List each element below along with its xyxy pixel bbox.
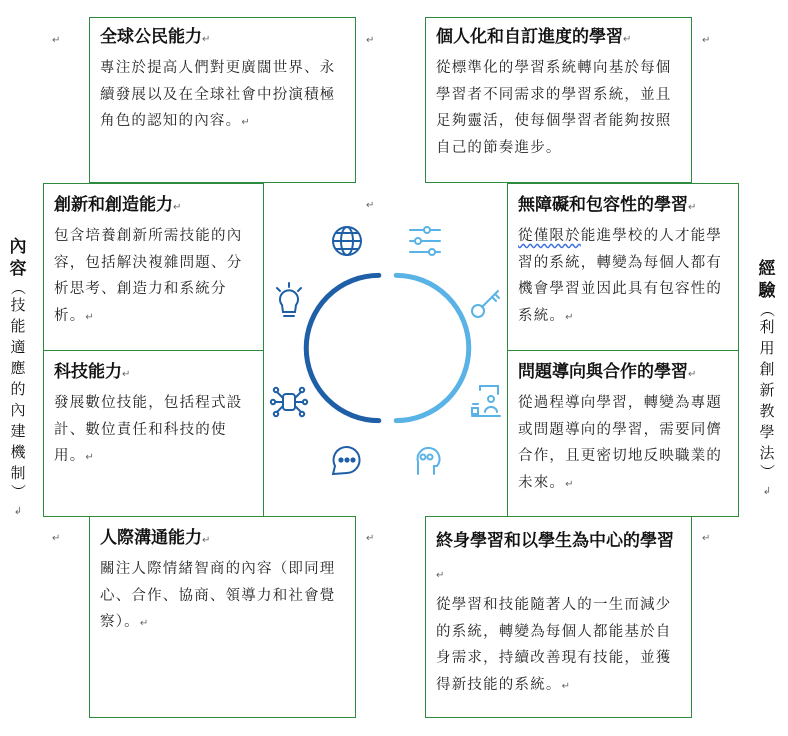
chat-icon [333, 447, 360, 474]
side-label-content [7, 236, 29, 522]
lightbulb-icon [277, 283, 301, 316]
paragraph-mark: ↵ [52, 35, 61, 46]
key-icon [472, 291, 499, 317]
box-title: 人際溝通能力↵ [100, 528, 211, 548]
paragraph-mark: ↵ [702, 35, 711, 46]
circuit-icon [271, 388, 307, 416]
sliders-icon [410, 227, 440, 255]
box-title: 創新和創造能力↵ [54, 195, 182, 215]
box-technology [43, 350, 264, 517]
box-body: 從標準化的學習系統轉向基於每個學習者不同需求的學習系統，並且足夠靈活，使每個學習者能夠按照自己的節奏進步。 [436, 60, 672, 156]
paragraph-mark: ↵ [366, 533, 375, 544]
box-interpersonal [89, 516, 356, 718]
side-title: 內容 [9, 237, 27, 279]
paragraph-mark: ↵ [366, 35, 375, 46]
box-body: 發展數位技能，包括程式設計、數位責任和科技的使用。↵ [54, 395, 243, 464]
side-paren: ） [758, 464, 776, 479]
paragraph-mark: ↵ [366, 200, 375, 211]
globe-icon [333, 227, 361, 255]
box-title: 無障礙和包容性的學習↵ [518, 195, 697, 215]
flow-icon [472, 386, 500, 416]
box-title: 問題導向與合作的學習↵ [518, 362, 697, 382]
box-body: 從過程導向學習，轉變為專題或問題導向的學習，需要同儕合作，且更密切地反映職業的未來。↵ [518, 395, 723, 491]
box-lifelong-learning [425, 516, 692, 718]
box-personalized-learning [425, 17, 692, 183]
box-accessible-learning [507, 183, 739, 351]
box-body: 專注於提高人們對更廣闊世界、永續發展以及在全球社會中扮演積極角色的認知的內容。↵ [100, 60, 336, 129]
paragraph-mark: ↵ [702, 533, 711, 544]
box-body: 從學習和技能隨著人的一生而減少的系統，轉變為每個人都能基於自身需求，持續改善現有技能，並獲得新技能的系統。↵ [436, 597, 672, 693]
newline-mark: ↲ [13, 506, 23, 517]
head-icon [418, 448, 440, 474]
side-label-experience [756, 258, 778, 502]
box-problem-based-learning [507, 350, 739, 517]
side-paren: ） [9, 484, 27, 499]
newline-mark: ↲ [762, 486, 772, 497]
side-subtitle: 利用創新教學法 [759, 318, 775, 462]
paragraph-mark: ↵ [52, 533, 61, 544]
side-title: 經驗 [758, 259, 776, 301]
side-subtitle: 技能適應的內建機制 [10, 296, 26, 482]
box-title: 科技能力↵ [54, 362, 131, 382]
side-paren: （ [9, 280, 27, 295]
box-innovation [43, 183, 264, 351]
left-arc [306, 275, 379, 420]
box-body: 包含培養創新所需技能的內容，包括解決複雜問題、分析思考、創造力和系統分析。↵ [54, 228, 243, 324]
box-title: 全球公民能力↵ [100, 27, 211, 47]
right-arc [396, 275, 469, 420]
box-body: 從僅限於能進學校的人才能學習的系統，轉變為每個人都有機會學習並因此具有包容性的系統。↵ [518, 228, 723, 324]
side-paren: （ [758, 302, 776, 317]
box-title: 個人化和自訂進度的學習↵ [436, 27, 632, 47]
box-body: 關注人際情緒智商的內容（即同理心、合作、協商、領導力和社會覺察）。↵ [100, 561, 336, 630]
box-title: 終身學習和以學生為中心的學習↵ [436, 531, 674, 581]
box-global-citizenship [89, 17, 356, 183]
